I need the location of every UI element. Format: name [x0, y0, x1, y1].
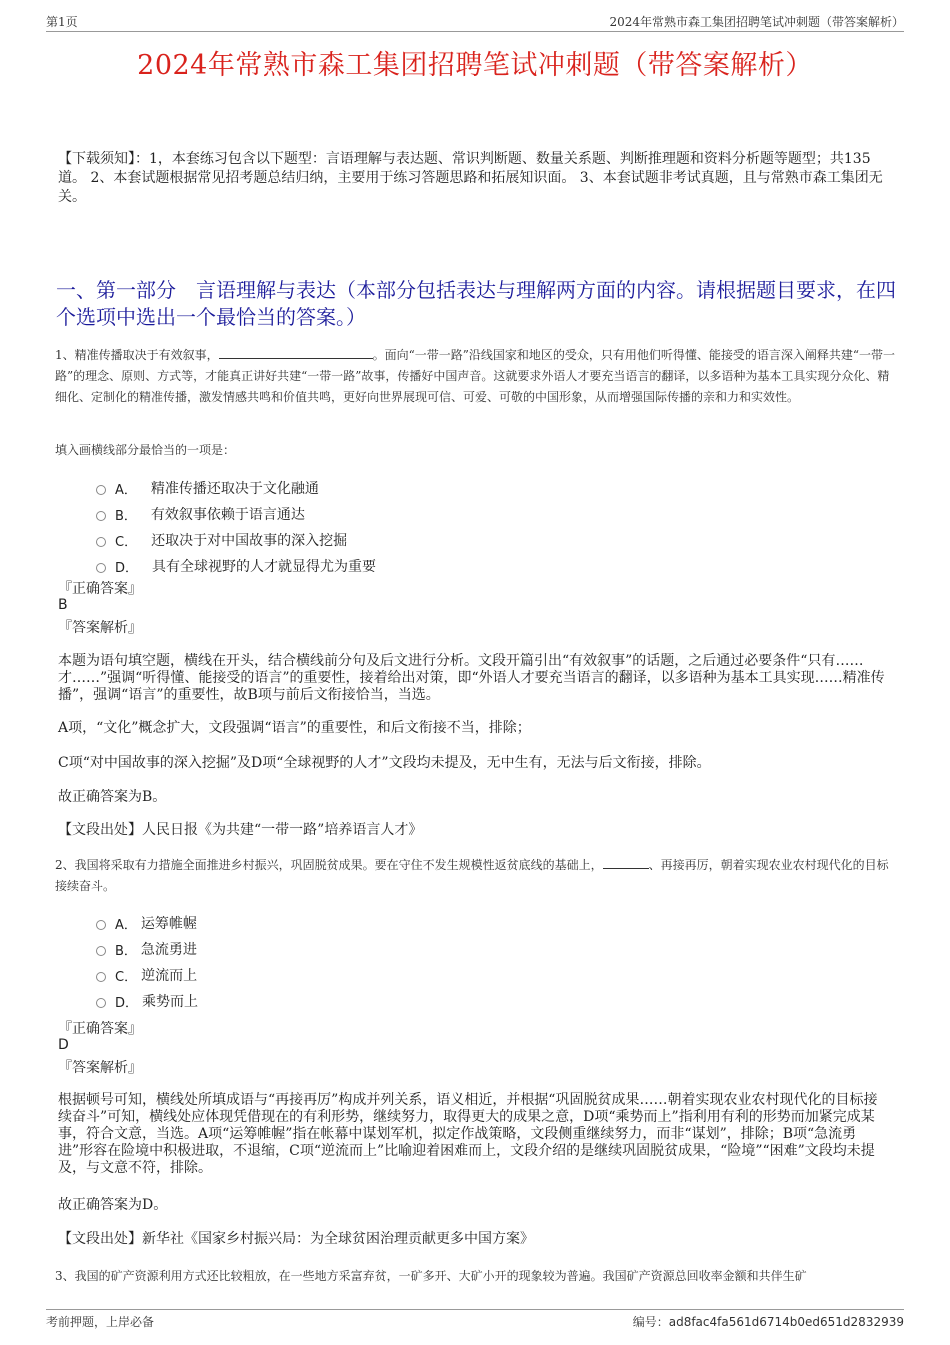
option-letter: A．	[115, 917, 137, 933]
correct-answer-value: B	[58, 597, 68, 613]
question-1-option-c[interactable]	[96, 530, 347, 550]
fill-prompt: 填入画横线部分最恰当的一项是：	[55, 443, 236, 457]
source-citation: 【文段出处】人民日报《为共建“一带一路”培养语言人才》	[58, 822, 423, 838]
correct-answer-label: 『正确答案』	[58, 1021, 142, 1037]
question-1-blank	[219, 346, 373, 359]
option-text: 有效叙事依赖于语言通达	[150, 507, 305, 523]
section-heading: 一、第一部分 言语理解与表达（本部分包括表达与理解两方面的内容。请根据题目要求，在四个选项中选出一个最恰当的答案。）	[56, 278, 896, 329]
answer-analysis-label: 『答案解析』	[58, 620, 142, 636]
analysis-conclusion: 故正确答案为B。	[58, 789, 167, 805]
header-doc-title: 2024年常熟市森工集团招聘笔试冲刺题（带答案解析）	[609, 15, 904, 29]
question-3-text: 3、我国的矿产资源利用方式还比较粗放，在一些地方采富弃贫，一矿多开、大矿小开的现象较为普遍。我国矿产资源总回收率金额和共伴生矿	[55, 1269, 807, 1283]
option-text: 还取决于对中国故事的深入挖掘	[151, 533, 348, 549]
option-text: 乘势而上	[142, 994, 199, 1010]
question-2-text	[55, 855, 900, 897]
analysis-paragraph: C项“对中国故事的深入挖掘”及D项“全球视野的人才”文段均未提及，无中生有，无法与后文衔接，排除。	[58, 755, 711, 771]
serial-label: 编号：	[632, 1315, 669, 1329]
analysis-paragraph: 本题为语句填空题，横线在开头，结合横线前分句及后文进行分析。文段开篇引出“有效叙事”的话题，之后通过必要条件“只有……才……”强调“听得懂、能接受的语言”的重要性，接着给出对策，即“外语人才要充当语言的翻译，以多语种为基本工具实现……精准传播”，强调“语言”的重要性，故B项与前后文衔接恰当，当选。	[58, 653, 885, 703]
radio-icon[interactable]	[96, 563, 106, 573]
question-2-prefix: 2、我国将采取有力措施全面推进乡村振兴，巩固脱贫成果。要在守住不发生规模性返贫底线的基础上，	[55, 858, 603, 872]
option-letter: B．	[115, 508, 137, 524]
question-2-blank	[603, 856, 649, 869]
correct-answer-value: D	[58, 1037, 69, 1053]
question-2-body: 、再接再厉，朝着实现农业农村现代化的目标接续奋斗。	[55, 858, 889, 893]
question-2-option-c[interactable]	[96, 965, 197, 985]
option-text: 精准传播还取决于文化融通	[150, 481, 319, 497]
answer-analysis-label: 『答案解析』	[58, 1060, 142, 1076]
option-letter: D．	[115, 995, 139, 1011]
option-letter: A．	[115, 482, 137, 498]
header-divider	[46, 31, 904, 32]
question-2-option-b[interactable]	[96, 939, 197, 959]
radio-icon[interactable]	[96, 511, 106, 521]
download-notice: 【下载须知】：1，本套练习包含以下题型：言语理解与表达题、常识判断题、数量关系题、判断推理题和资料分析题等题型；共135道。 2、本套试题根据常见招考题总结归纳，主要用于练习答题思路和拓展知识面。 3、本套试题非考试真题，且与常熟市森工集团无关。	[58, 151, 883, 205]
option-letter: C．	[115, 969, 138, 985]
option-text: 急流勇进	[140, 942, 197, 958]
option-text: 具有全球视野的人才就显得尤为重要	[152, 559, 377, 575]
question-2-option-a[interactable]	[96, 913, 197, 933]
analysis-conclusion: 故正确答案为D。	[58, 1197, 168, 1213]
question-1-body: 。面向“一带一路”沿线国家和地区的受众，只有用他们听得懂、能接受的语言深入阐释共建“一带一路”的理念、原则、方式等，才能真正讲好共建“一带一路”故事，传播好中国声音。这就要求外语人才要充当语言的翻译，以多语种为基本工具实现分众化、精细化、定制化的精准传播，激发情感共鸣和价值共鸣，更好向世界展现可信、可爱、可敬的中国形象，从而增强国际传播的亲和力和实效性。	[55, 348, 896, 404]
analysis-paragraph: 根据顿号可知，横线处所填成语与“再接再厉”构成并列关系，语义相近，并根据“巩固脱贫成果……朝着实现农业农村现代化的目标接续奋斗”可知，横线处应体现凭借现在的有利形势，继续努力，取得更大的成果之意，D项“乘势而上”指利用有利的形势而加紧完成某事，符合文意，当选。A项“运筹帷幄”指在帐幕中谋划军机，拟定作战策略，文段侧重继续努力，而非“谋划”，排除；B项“急流勇进”形容在险境中积极进取，不退缩，C项“逆流而上”比喻迎着困难而上，文段介绍的是继续巩固脱贫成果，“险境”“困难”文段均未提及，与文意不符，排除。	[58, 1092, 878, 1176]
document-title: 2024年常熟市森工集团招聘笔试冲刺题（带答案解析）	[137, 50, 813, 81]
source-citation: 【文段出处】新华社《国家乡村振兴局：为全球贫困治理贡献更多中国方案》	[58, 1231, 534, 1247]
question-1-option-b[interactable]	[96, 504, 305, 524]
option-letter: C．	[115, 534, 138, 550]
question-1-text	[55, 345, 900, 408]
footer-divider	[46, 1309, 904, 1310]
radio-icon[interactable]	[96, 946, 106, 956]
serial-value: ad8fac4fa561d6714b0ed651d2832939	[668, 1315, 904, 1329]
option-letter: D．	[115, 560, 139, 576]
correct-answer-label: 『正确答案』	[58, 581, 142, 597]
question-1-option-a[interactable]	[96, 478, 319, 498]
document-serial	[633, 1313, 904, 1330]
radio-icon[interactable]	[96, 920, 106, 930]
question-2-option-d[interactable]	[96, 991, 198, 1011]
option-text: 运筹帷幄	[140, 916, 197, 932]
analysis-paragraph: A项，“文化”概念扩大，文段强调“语言”的重要性，和后文衔接不当，排除；	[58, 720, 531, 736]
footer-slogan: 考前押题，上岸必备	[46, 1315, 155, 1329]
radio-icon[interactable]	[96, 537, 106, 547]
radio-icon[interactable]	[96, 998, 106, 1008]
radio-icon[interactable]	[96, 485, 106, 495]
option-text: 逆流而上	[141, 968, 198, 984]
question-1-option-d[interactable]	[96, 556, 376, 576]
page-number: 第1页	[46, 15, 78, 29]
question-1-prefix: 1、精准传播取决于有效叙事，	[55, 348, 219, 362]
option-letter: B．	[115, 943, 137, 959]
radio-icon[interactable]	[96, 972, 106, 982]
